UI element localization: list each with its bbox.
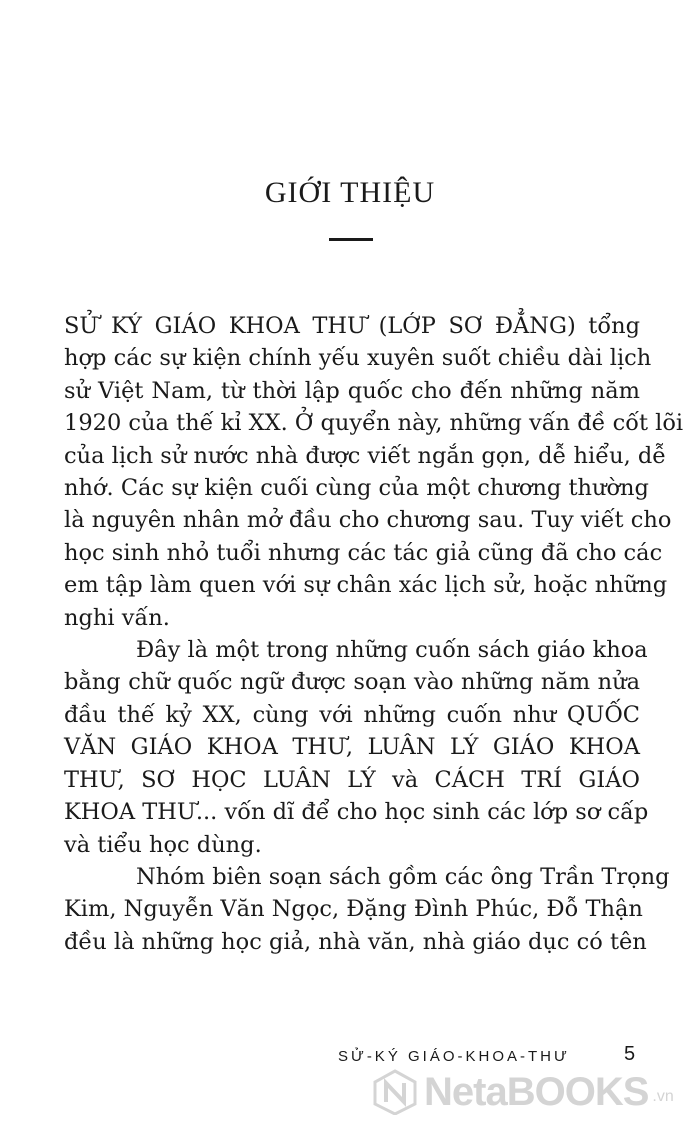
text-line: và tiểu học dùng. [64, 831, 262, 858]
text-line: đều là những học giả, nhà văn, nhà giáo dục có tên [64, 928, 647, 955]
body-text [64, 310, 684, 958]
title-rule [329, 238, 373, 241]
text-line: SỬ KÝ GIÁO KHOA THƯ (LỚP SƠ ĐẲNG) tổng [64, 313, 640, 339]
watermark-brand: NetaBOOKS [424, 1069, 649, 1114]
text-line: KHOA THƯ... vốn dĩ để cho học sinh các lớp sơ cấp [64, 799, 649, 826]
text-line: Nhóm biên soạn sách gồm các ông Trần Trọng [136, 863, 670, 890]
text-line: Kim, Nguyễn Văn Ngọc, Đặng Đình Phúc, Đỗ Thận [64, 896, 643, 923]
text-line: Đây là một trong những cuốn sách giáo khoa [136, 637, 648, 664]
watermark [372, 1068, 674, 1116]
page-title: GIỚI THIỆU [264, 176, 436, 209]
text-line: em tập làm quen với sự chân xác lịch sử, hoặc những [64, 572, 668, 599]
text-line: học sinh nhỏ tuổi nhưng các tác giả cũng đã cho các [64, 539, 663, 566]
text-line: sử Việt Nam, từ thời lập quốc cho đến những năm [64, 377, 640, 404]
text-line: THƯ, SƠ HỌC LUÂN LÝ và CÁCH TRÍ GIÁO [64, 766, 640, 793]
running-title: SỬ-KÝ GIÁO-KHOA-THƯ [338, 1048, 570, 1065]
page-number: 5 [624, 1043, 636, 1065]
netabooks-logo-icon [372, 1069, 418, 1115]
text-line: 1920 của thế kỉ XX. Ở quyển này, những vấn đề cốt lõi [64, 410, 684, 437]
text-line: nhớ. Các sự kiện cuối cùng của một chương thường [64, 475, 649, 502]
text-line: là nguyên nhân mở đầu cho chương sau. Tuy viết cho [64, 507, 672, 534]
text-line: bằng chữ quốc ngữ được soạn vào những năm nửa [64, 669, 640, 696]
watermark-suffix: .vn [652, 1088, 674, 1105]
text-line: của lịch sử nước nhà được viết ngắn gọn, dễ hiểu, dễ [64, 442, 667, 469]
text-line: VĂN GIÁO KHOA THƯ, LUÂN LÝ GIÁO KHOA [64, 734, 640, 761]
text-line: nghi vấn. [64, 604, 170, 631]
text-line: hợp các sự kiện chính yếu xuyên suốt chiều dài lịch [64, 345, 652, 372]
text-line: đầu thế kỷ XX, cùng với những cuốn như QUỐC [64, 701, 640, 728]
